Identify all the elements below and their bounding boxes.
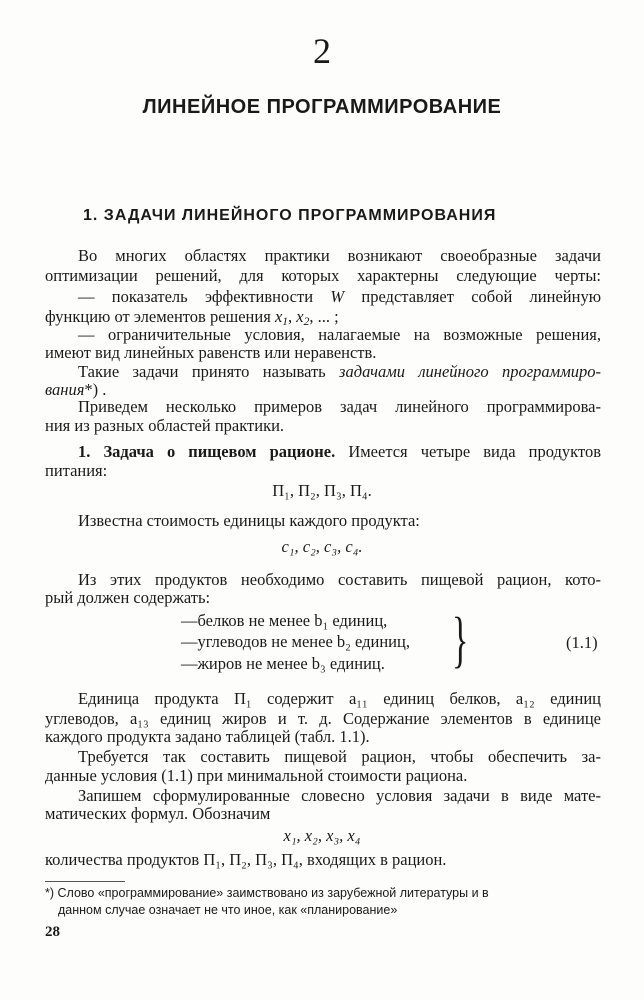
variable-x2: $x_2$ [296, 307, 310, 328]
paragraph-line [78, 287, 601, 307]
paragraph-line: Единица продукта П₁ содержит a₁₁ единиц белков, a₁₂ единиц [78, 689, 601, 708]
text-span: — показатель эффективности [78, 287, 314, 306]
footnote-rule [45, 881, 125, 882]
paragraph-line: данные условия (1.1) при минимальной стоимости рациона. [45, 766, 468, 785]
paragraph-line: каждого продукта задано таблицей (табл. 1.1). [45, 727, 370, 746]
chapter-number: 2 [313, 31, 331, 71]
paragraph-line: функцию от элементов решения $x_1$, $x_2$, ... ; [45, 307, 339, 328]
variables-formula: x₁, x₂, x₃, x₄ [283, 826, 361, 845]
paragraph-line: оптимизации решений, для которых характерны следующие черты: [45, 266, 601, 285]
paragraph-line: рый должен содержать: [45, 588, 211, 607]
paragraph-line: имеют вид линейных равенств или неравенств. [45, 343, 377, 362]
paragraph-line: матических формул. Обозначим [45, 804, 271, 823]
footnote-line: данном случае означает не что иное, как «планирование» [58, 903, 398, 917]
paragraph-line: Требуется так составить пищевой рацион, чтобы обеспечить за- [78, 747, 601, 766]
text-span: Имеется четыре вида продуктов [348, 442, 602, 461]
text-span: представляет собой линейную [361, 287, 602, 306]
brace-glyph: } [452, 606, 469, 674]
condition-line: —жиров не менее b₃ единиц. [181, 654, 385, 673]
emphasis-text: задачами линейного программиро- [339, 362, 601, 381]
variable-w: W [330, 287, 345, 306]
equation-number: (1.1) [566, 633, 598, 652]
emphasis-text: вания [45, 380, 85, 399]
paragraph-line: Приведем несколько примеров задач линейного программирова- [78, 397, 601, 416]
condition-line: —углеводов не менее b₂ единиц, [181, 632, 410, 651]
text-span: функцию от элементов решения [45, 307, 271, 326]
paragraph-line: питания: [45, 461, 108, 480]
condition-line: —белков не менее b₁ единиц, [181, 611, 388, 630]
chapter-title: ЛИНЕЙНОЕ ПРОГРАММИРОВАНИЕ [142, 96, 502, 118]
paragraph-line [78, 442, 601, 462]
text-span: , ... ; [309, 307, 339, 326]
text-span: Такие задачи принято называть [78, 362, 326, 381]
section-title: 1. ЗАДАЧИ ЛИНЕЙНОГО ПРОГРАММИРОВАНИЯ [83, 207, 497, 224]
footnote-line: *) Слово «программирование» заимствовано из зарубежной литературы и в [45, 886, 489, 900]
costs-formula: c₁, c₂, c₃, c₄. [281, 537, 363, 556]
paragraph-line: — ограничительные условия, налагаемые на возможные решения, [78, 325, 601, 344]
paragraph-line: количества продуктов П₁, П₂, П₃, П₄, входящих в рацион. [45, 850, 447, 869]
footnote-marker: *) . [84, 380, 107, 399]
page-number: 28 [45, 924, 60, 940]
problem-heading: 1. Задача о пищевом рационе. [78, 442, 336, 461]
paragraph-line: Во многих областях практики возникают своеобразные задачи [78, 246, 601, 265]
paragraph-line: углеводов, a₁₃ единиц жиров и т. д. Содержание элементов в единице [45, 709, 601, 728]
variable-x1: $x_1$ [274, 307, 289, 328]
paragraph-line [78, 362, 601, 382]
products-formula: П₁, П₂, П₃, П₄. [272, 481, 372, 500]
paragraph-line: Из этих продуктов необходимо составить пищевой рацион, кото- [78, 570, 601, 589]
paragraph-line: Запишем сформулированные словесно условия задачи в виде мате- [78, 786, 601, 805]
paragraph-line: Известна стоимость единицы каждого продукта: [78, 511, 420, 530]
paragraph-line: ния из разных областей практики. [45, 416, 285, 435]
